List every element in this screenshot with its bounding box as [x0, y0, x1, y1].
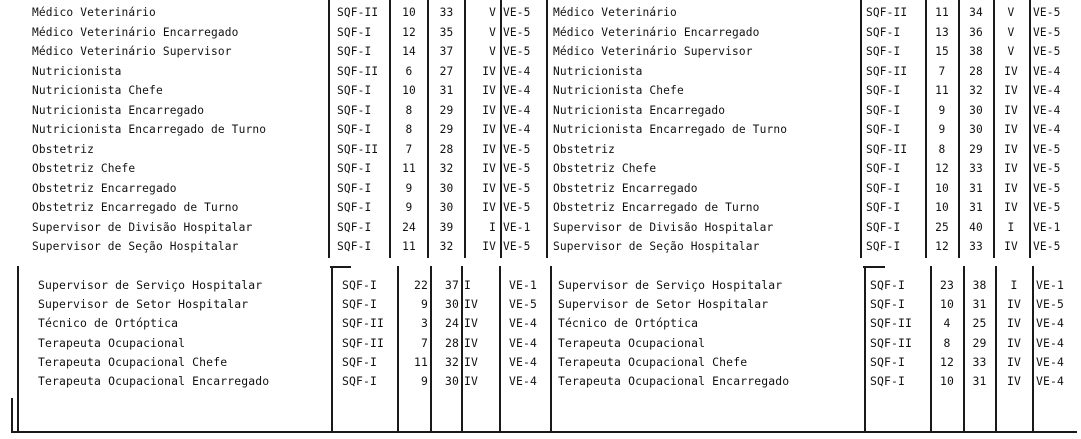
- right-grade-cell: 8: [943, 335, 951, 350]
- right-group-cell: IV: [1006, 335, 1021, 350]
- right-cargo-cell: Nutricionista Encarregado: [553, 103, 726, 117]
- right-level-cell: VE-4: [1036, 374, 1065, 388]
- table-row: [0, 295, 1081, 314]
- right-group-cell: V: [1007, 6, 1015, 19]
- right-cargo-cell: Obstetriz Chefe: [553, 162, 657, 175]
- right-group-cell: I: [1007, 220, 1015, 234]
- left-cargo-cell: Médico Veterinário Encarregado: [32, 25, 239, 39]
- table-row: [0, 62, 1081, 81]
- right-serie-cell: SQF-I: [866, 45, 901, 58]
- left-cargo-cell: Terapeuta Ocupacional Chefe: [38, 354, 228, 369]
- left-grade-cell: 10: [402, 84, 416, 97]
- right-reference-cell: 31: [972, 374, 987, 388]
- right-group-cell: V: [1007, 25, 1015, 39]
- right-reference-cell: 33: [969, 240, 983, 253]
- left-cargo-cell: Supervisor de Serviço Hospitalar: [38, 278, 263, 292]
- left-grade-cell: 8: [405, 103, 413, 117]
- left-grade-cell: 3: [420, 316, 428, 331]
- right-reference-cell: 32: [969, 84, 983, 97]
- left-serie-cell: SQF-I: [337, 84, 372, 97]
- left-group-cell: V: [489, 45, 496, 58]
- left-reference-cell: 28: [439, 142, 454, 156]
- right-level-cell: VE-5: [1033, 240, 1061, 253]
- right-cargo-cell: Terapeuta Ocupacional Chefe: [558, 354, 748, 369]
- left-cargo-cell: Nutricionista Encarregado de Turno: [32, 123, 267, 136]
- left-group-cell: IV: [464, 354, 479, 369]
- right-grade-cell: 10: [939, 374, 954, 388]
- left-serie-cell: SQF-I: [342, 297, 378, 312]
- left-serie-cell: SQF-I: [337, 45, 372, 58]
- left-level-cell: VE-5: [503, 240, 531, 253]
- left-group-cell: I: [489, 220, 496, 234]
- left-group-cell: IV: [482, 64, 496, 78]
- right-reference-cell: 36: [969, 25, 983, 39]
- right-level-cell: VE-4: [1036, 335, 1065, 350]
- left-reference-cell: 37: [439, 45, 454, 58]
- left-cargo-cell: Médico Veterinário: [32, 6, 156, 19]
- right-group-cell: IV: [1006, 316, 1021, 331]
- left-level-cell: VE-5: [503, 142, 531, 156]
- left-reference-cell: 31: [439, 84, 454, 97]
- right-serie-cell: SQF-II: [866, 142, 908, 156]
- left-serie-cell: SQF-II: [337, 64, 379, 78]
- left-serie-cell: SQF-I: [337, 201, 372, 214]
- right-level-cell: VE-4: [1033, 84, 1061, 97]
- left-serie-cell: SQF-I: [337, 240, 372, 253]
- right-cargo-cell: Supervisor de Setor Hospitalar: [558, 297, 769, 312]
- right-level-cell: VE-5: [1036, 297, 1065, 312]
- left-level-cell: VE-5: [503, 45, 531, 58]
- left-serie-cell: SQF-I: [337, 181, 372, 195]
- right-cargo-cell: Técnico de Ortóptica: [558, 316, 699, 331]
- right-group-cell: IV: [1006, 354, 1021, 369]
- table-row: [0, 42, 1081, 61]
- right-serie-cell: SQF-I: [866, 25, 901, 39]
- left-reference-cell: 30: [439, 181, 454, 195]
- right-grade-cell: 4: [943, 316, 951, 331]
- right-grade-cell: 10: [935, 201, 949, 214]
- table-row: [0, 140, 1081, 159]
- table-row: [0, 23, 1081, 42]
- right-grade-cell: 12: [935, 162, 949, 175]
- left-reference-cell: 29: [439, 103, 454, 117]
- right-level-cell: VE-5: [1033, 201, 1061, 214]
- left-reference-cell: 32: [444, 354, 459, 369]
- right-level-cell: VE-1: [1036, 278, 1065, 292]
- right-reference-cell: 31: [972, 297, 987, 312]
- left-serie-cell: SQF-II: [337, 142, 379, 156]
- right-group-cell: IV: [1006, 374, 1021, 388]
- left-reference-cell: 30: [439, 201, 454, 214]
- right-serie-cell: SQF-I: [866, 162, 901, 175]
- table-row: [0, 120, 1081, 139]
- right-group-cell: V: [1007, 45, 1015, 58]
- right-cargo-cell: Supervisor de Divisão Hospitalar: [553, 220, 774, 234]
- right-group-cell: IV: [1006, 297, 1021, 312]
- left-group-cell: IV: [464, 335, 479, 350]
- left-cargo-cell: Nutricionista Chefe: [32, 84, 163, 97]
- right-group-cell: IV: [1004, 123, 1018, 136]
- table-row: [0, 179, 1081, 198]
- right-level-cell: VE-1: [1033, 220, 1061, 234]
- left-cargo-cell: Técnico de Ortóptica: [38, 316, 179, 331]
- right-group-cell: IV: [1004, 240, 1018, 253]
- left-grade-cell: 7: [405, 142, 413, 156]
- right-level-cell: VE-4: [1033, 103, 1061, 117]
- left-cargo-cell: Supervisor de Setor Hospitalar: [38, 297, 249, 312]
- left-group-cell: IV: [482, 84, 496, 97]
- table-row: [0, 353, 1081, 372]
- left-grade-cell: 22: [413, 278, 428, 292]
- right-grade-cell: 13: [935, 25, 949, 39]
- left-group-cell: IV: [464, 297, 479, 312]
- right-group-cell: IV: [1004, 84, 1018, 97]
- left-group-cell: IV: [482, 201, 496, 214]
- left-grade-cell: 9: [420, 374, 428, 388]
- right-grade-cell: 11: [935, 84, 949, 97]
- left-cargo-cell: Supervisor de Seção Hospitalar: [32, 240, 239, 253]
- table-row: [0, 334, 1081, 353]
- right-level-cell: VE-4: [1033, 123, 1061, 136]
- left-reference-cell: 39: [439, 220, 454, 234]
- left-group-cell: IV: [482, 181, 496, 195]
- right-serie-cell: SQF-II: [866, 6, 908, 19]
- left-serie-cell: SQF-I: [337, 162, 372, 175]
- left-serie-cell: SQF-I: [337, 25, 372, 39]
- right-reference-cell: 33: [972, 354, 987, 369]
- left-level-cell: VE-1: [503, 220, 531, 234]
- left-group-cell: IV: [464, 374, 479, 388]
- left-level-cell: VE-4: [509, 335, 538, 350]
- left-level-cell: VE-5: [503, 6, 531, 19]
- right-cargo-cell: Médico Veterinário: [553, 6, 677, 19]
- right-reference-cell: 28: [969, 64, 983, 78]
- left-reference-cell: 30: [444, 374, 459, 388]
- table-row: [0, 237, 1081, 256]
- left-level-cell: VE-4: [503, 84, 531, 97]
- right-cargo-cell: Supervisor de Seção Hospitalar: [553, 240, 760, 253]
- right-grade-cell: 10: [935, 181, 949, 195]
- left-level-cell: VE-5: [509, 297, 538, 312]
- right-group-cell: IV: [1004, 103, 1018, 117]
- right-serie-cell: SQF-II: [866, 64, 908, 78]
- left-group-cell: IV: [482, 240, 496, 253]
- table-row: [0, 314, 1081, 333]
- right-cargo-cell: Médico Veterinário Encarregado: [553, 25, 760, 39]
- left-cargo-cell: Nutricionista: [32, 64, 122, 78]
- right-cargo-cell: Médico Veterinário Supervisor: [553, 45, 753, 58]
- left-serie-cell: SQF-I: [337, 103, 372, 117]
- right-level-cell: VE-5: [1033, 162, 1061, 175]
- left-grade-cell: 10: [402, 6, 416, 19]
- left-reference-cell: 28: [444, 335, 459, 350]
- left-level-cell: VE-5: [503, 162, 531, 175]
- left-level-cell: VE-4: [509, 316, 538, 331]
- right-group-cell: IV: [1004, 201, 1018, 214]
- left-level-cell: VE-4: [503, 103, 531, 117]
- right-serie-cell: SQF-I: [866, 103, 901, 117]
- right-reference-cell: 29: [972, 335, 987, 350]
- right-reference-cell: 30: [969, 103, 983, 117]
- left-reference-cell: 32: [439, 162, 454, 175]
- left-reference-cell: 30: [444, 297, 459, 312]
- table-row: [0, 101, 1081, 120]
- right-serie-cell: SQF-I: [866, 84, 901, 97]
- right-grade-cell: 7: [938, 64, 946, 78]
- right-reference-cell: 40: [969, 220, 983, 234]
- table-row: [0, 159, 1081, 178]
- right-group-cell: IV: [1004, 142, 1018, 156]
- left-cargo-cell: Terapeuta Ocupacional Encarregado: [38, 374, 270, 388]
- right-reference-cell: 38: [972, 278, 987, 292]
- right-reference-cell: 25: [972, 316, 987, 331]
- right-serie-cell: SQF-I: [870, 297, 906, 312]
- left-cargo-cell: Terapeuta Ocupacional: [38, 335, 186, 350]
- right-group-cell: IV: [1004, 64, 1018, 78]
- right-cargo-cell: Terapeuta Ocupacional: [558, 335, 706, 350]
- left-level-cell: VE-4: [503, 123, 531, 136]
- left-group-cell: IV: [482, 162, 496, 175]
- right-reference-cell: 34: [969, 6, 983, 19]
- left-level-cell: VE-1: [509, 278, 538, 292]
- left-level-cell: VE-5: [503, 181, 531, 195]
- table-row: [0, 218, 1081, 237]
- right-serie-cell: SQF-I: [866, 181, 901, 195]
- right-grade-cell: 25: [935, 220, 949, 234]
- table-rule: [11, 398, 13, 432]
- left-grade-cell: 14: [402, 45, 416, 58]
- table-row: [0, 81, 1081, 100]
- left-grade-cell: 11: [402, 162, 416, 175]
- left-group-cell: V: [489, 6, 496, 19]
- left-reference-cell: 32: [439, 240, 454, 253]
- right-reference-cell: 33: [969, 162, 983, 175]
- right-reference-cell: 31: [969, 201, 983, 214]
- left-level-cell: VE-4: [503, 64, 531, 78]
- right-grade-cell: 9: [938, 103, 946, 117]
- left-grade-cell: 9: [405, 181, 413, 195]
- right-level-cell: VE-5: [1033, 25, 1061, 39]
- left-reference-cell: 29: [439, 123, 454, 136]
- table-row: [0, 198, 1081, 217]
- left-reference-cell: 33: [439, 6, 454, 19]
- left-level-cell: VE-4: [509, 374, 538, 388]
- table-row: [0, 276, 1081, 295]
- right-cargo-cell: Supervisor de Serviço Hospitalar: [558, 278, 783, 292]
- left-serie-cell: SQF-II: [342, 335, 385, 350]
- left-cargo-cell: Obstetriz: [32, 142, 94, 156]
- left-level-cell: VE-4: [509, 354, 538, 369]
- right-serie-cell: SQF-I: [866, 240, 901, 253]
- right-serie-cell: SQF-II: [870, 316, 913, 331]
- left-group-cell: IV: [482, 103, 496, 117]
- left-reference-cell: 24: [444, 316, 459, 331]
- right-group-cell: IV: [1004, 181, 1018, 195]
- right-cargo-cell: Nutricionista Chefe: [553, 84, 684, 97]
- left-grade-cell: 24: [402, 220, 416, 234]
- right-serie-cell: SQF-I: [870, 374, 906, 388]
- left-grade-cell: 9: [420, 297, 428, 312]
- right-cargo-cell: Obstetriz: [553, 142, 615, 156]
- left-group-cell: IV: [482, 123, 496, 136]
- left-grade-cell: 8: [405, 123, 413, 136]
- left-level-cell: VE-5: [503, 201, 531, 214]
- left-cargo-cell: Nutricionista Encarregado: [32, 103, 205, 117]
- left-grade-cell: 11: [413, 354, 428, 369]
- right-level-cell: VE-5: [1033, 45, 1061, 58]
- right-serie-cell: SQF-I: [866, 220, 901, 234]
- left-group-cell: IV: [482, 142, 496, 156]
- right-grade-cell: 10: [939, 297, 954, 312]
- left-serie-cell: SQF-I: [342, 354, 378, 369]
- left-grade-cell: 6: [405, 64, 413, 78]
- left-group-cell: I: [464, 278, 472, 292]
- right-serie-cell: SQF-I: [866, 201, 901, 214]
- table-row: [0, 3, 1081, 22]
- right-cargo-cell: Nutricionista: [553, 64, 643, 78]
- right-grade-cell: 12: [935, 240, 949, 253]
- table-rule: [330, 266, 351, 268]
- left-serie-cell: SQF-I: [342, 278, 378, 292]
- left-serie-cell: SQF-II: [342, 316, 385, 331]
- left-serie-cell: SQF-I: [337, 220, 372, 234]
- right-reference-cell: 31: [969, 181, 983, 195]
- left-cargo-cell: Obstetriz Chefe: [32, 162, 136, 175]
- right-grade-cell: 12: [939, 354, 954, 369]
- left-serie-cell: SQF-II: [337, 6, 379, 19]
- left-group-cell: IV: [464, 316, 479, 331]
- right-level-cell: VE-5: [1033, 6, 1061, 19]
- right-grade-cell: 11: [935, 6, 949, 19]
- right-level-cell: VE-4: [1036, 354, 1065, 369]
- right-cargo-cell: Obstetriz Encarregado de Turno: [553, 201, 760, 214]
- right-level-cell: VE-5: [1033, 142, 1061, 156]
- right-grade-cell: 9: [938, 123, 946, 136]
- left-reference-cell: 27: [439, 64, 454, 78]
- left-cargo-cell: Obstetriz Encarregado: [32, 181, 177, 195]
- left-cargo-cell: Supervisor de Divisão Hospitalar: [32, 220, 253, 234]
- right-grade-cell: 8: [938, 142, 946, 156]
- right-group-cell: I: [1010, 278, 1018, 292]
- right-level-cell: VE-4: [1036, 316, 1065, 331]
- left-serie-cell: SQF-I: [337, 123, 372, 136]
- left-group-cell: V: [489, 25, 496, 39]
- right-reference-cell: 38: [969, 45, 983, 58]
- right-level-cell: VE-5: [1033, 181, 1061, 195]
- left-reference-cell: 37: [444, 278, 459, 292]
- left-level-cell: VE-5: [503, 25, 531, 39]
- left-grade-cell: 12: [402, 25, 416, 39]
- right-cargo-cell: Nutricionista Encarregado de Turno: [553, 123, 788, 136]
- right-serie-cell: SQF-I: [870, 354, 906, 369]
- right-cargo-cell: Obstetriz Encarregado: [553, 181, 698, 195]
- table-rule: [863, 266, 885, 268]
- left-grade-cell: 7: [420, 335, 428, 350]
- left-grade-cell: 9: [405, 201, 413, 214]
- left-serie-cell: SQF-I: [342, 374, 378, 388]
- left-reference-cell: 35: [439, 25, 454, 39]
- left-grade-cell: 11: [402, 240, 416, 253]
- right-level-cell: VE-4: [1033, 64, 1061, 78]
- left-cargo-cell: Médico Veterinário Supervisor: [32, 45, 232, 58]
- left-cargo-cell: Obstetriz Encarregado de Turno: [32, 201, 239, 214]
- right-group-cell: IV: [1004, 162, 1018, 175]
- table-bottom-rule: [11, 431, 1077, 433]
- right-reference-cell: 29: [969, 142, 983, 156]
- right-serie-cell: SQF-I: [866, 123, 901, 136]
- right-serie-cell: SQF-II: [870, 335, 913, 350]
- right-reference-cell: 30: [969, 123, 983, 136]
- table-row: [0, 372, 1081, 391]
- right-grade-cell: 15: [935, 45, 949, 58]
- right-serie-cell: SQF-I: [870, 278, 906, 292]
- right-grade-cell: 23: [939, 278, 954, 292]
- right-cargo-cell: Terapeuta Ocupacional Encarregado: [558, 374, 790, 388]
